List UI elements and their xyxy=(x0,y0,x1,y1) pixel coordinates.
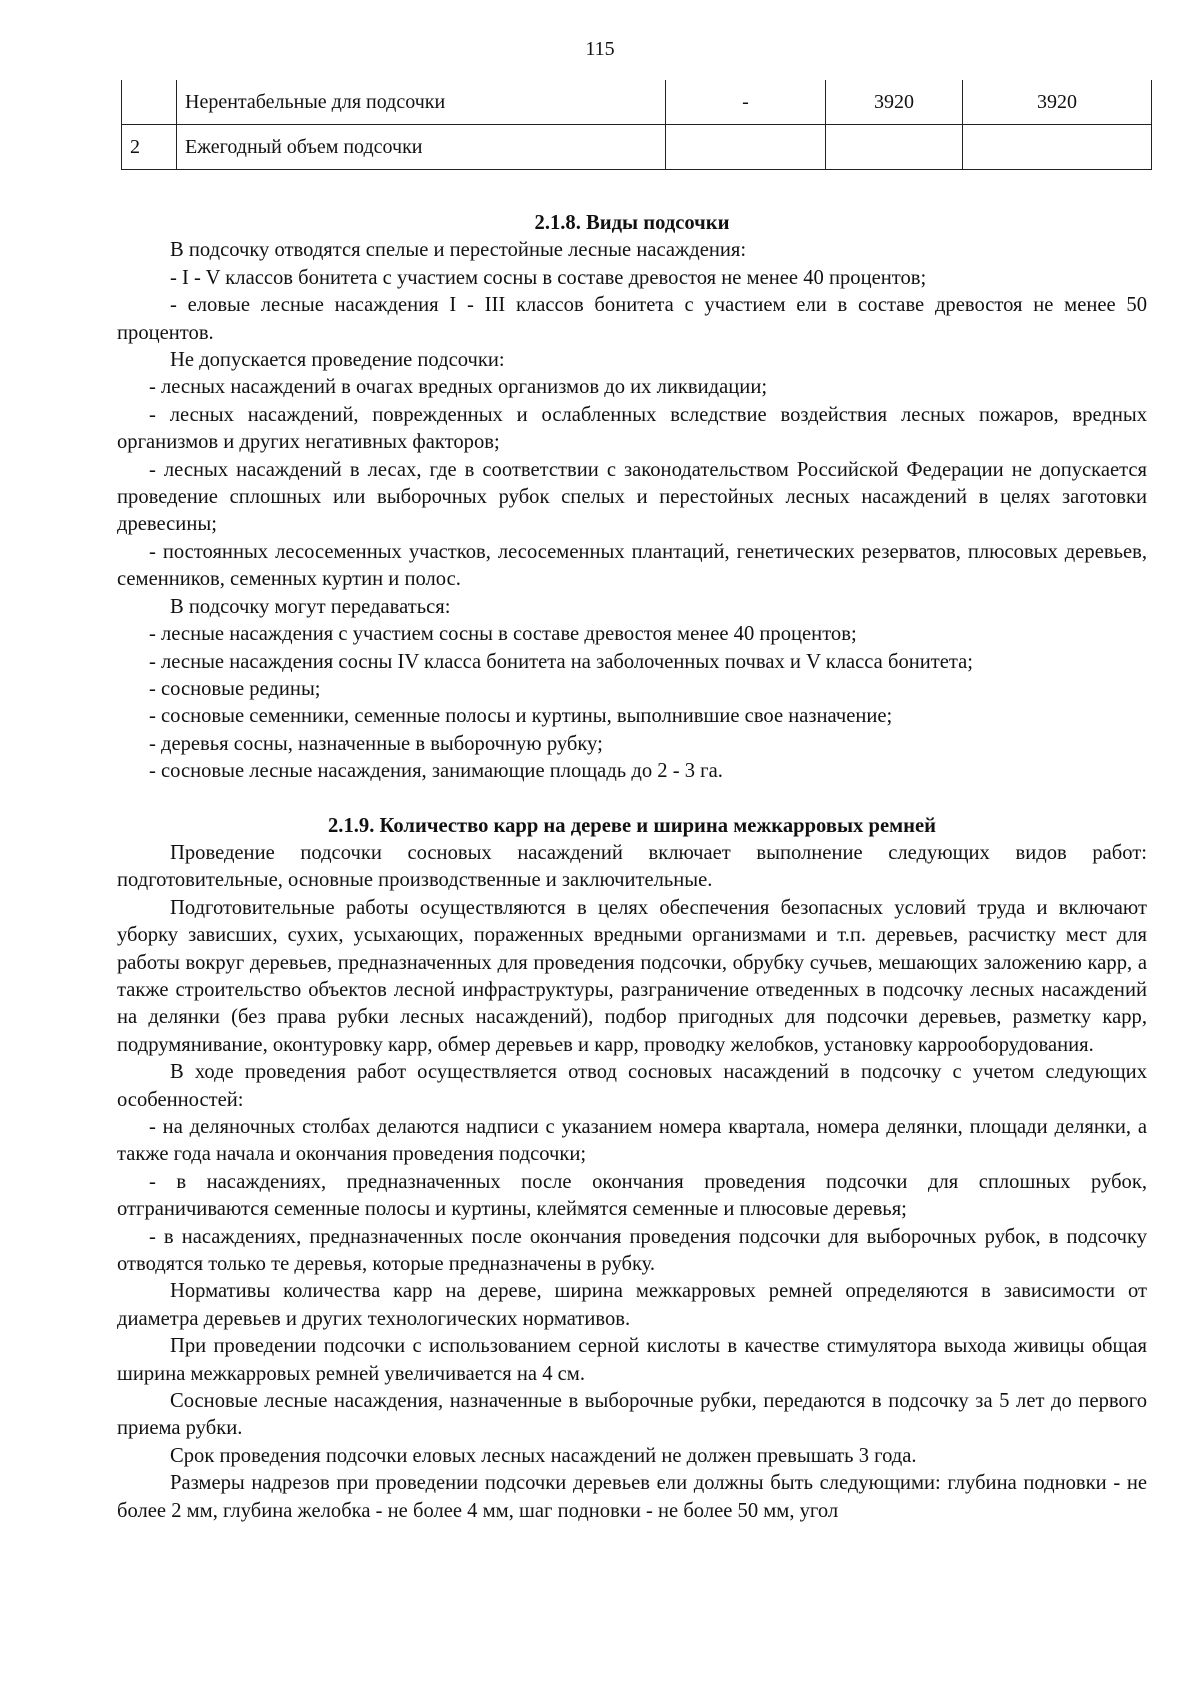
table-cell-name: Нерентабельные для подсочки xyxy=(177,80,666,125)
paragraph: Подготовительные работы осуществляются в целях обеспечения безопасных условий труда и включают уборку зависших, сухих, усыхающих, пораженных вредными организмами и т.п. деревьев, расчистку мест для работы вокруг деревьев, предназначенных для проведения подсочки, обрубку сучьев, мешающих заложению карр, а также строительство объектов лесной инфраструктуры, разграничение отведенных в подсочку лесных насаждений на делянки (без права рубки лесных насаждений), подбор пригодных для подсочки деревьев, разметку карр, подрумянивание, оконтуровку карр, обмер деревьев и карр, проводку желобков, установку каррооборудования. xyxy=(117,896,1147,1056)
list-item: - постоянных лесосеменных участков, лесосеменных плантаций, генетических резерватов, плюсовых деревьев, семенников, семенных куртин и полос. xyxy=(117,540,1147,591)
page-number: 115 xyxy=(585,38,615,60)
table-cell-value xyxy=(963,125,1152,170)
list-item: - лесных насаждений, поврежденных и ослабленных вследствие воздействия лесных пожаров, вредных организмов и других негативных факторов; xyxy=(117,403,1147,454)
paragraph: При проведении подсочки с использованием серной кислоты в качестве стимулятора выхода живицы общая ширина межкарровых ремней увеличивается на 4 см. xyxy=(117,1335,1147,1385)
document-body xyxy=(117,210,1147,1525)
section-heading: 2.1.9. Количество карр на дереве и ширина межкарровых ремней xyxy=(328,814,936,837)
paragraph: Проведение подсочки сосновых насаждений включает выполнение следующих видов работ: подготовительные, основные производственные и заключительные. xyxy=(117,841,1147,892)
list-item: - сосновые семенники, семенные полосы и куртины, выполнившие свое назначение; xyxy=(149,705,893,728)
paragraph: В подсочку могут передаваться: xyxy=(170,595,451,618)
list-item: - лесные насаждения с участием сосны в составе древостоя менее 40 процентов; xyxy=(149,623,857,646)
paragraph: В ходе проведения работ осуществляется отвод сосновых насаждений в подсочку с учетом следующих особенностей: xyxy=(117,1061,1147,1111)
data-table xyxy=(121,80,1152,170)
paragraph: Нормативы количества карр на дереве, ширина межкарровых ремней определяются в зависимости от диаметра деревьев и других технологических нормативов. xyxy=(117,1280,1147,1330)
list-item: - лесных насаждений в лесах, где в соответствии с законодательством Российской Федерации не допускается проведение сплошных или выборочных рубок спелых и перестойных лесных насаждений в целях заготовки древесины; xyxy=(117,458,1147,536)
section-body xyxy=(117,840,1147,1525)
paragraph: Размеры надрезов при проведении подсочки деревьев ели должны быть следующими: глубина подновки - не более 2 мм, глубина желобка - не более 4 мм, шаг подновки - не более 50 мм, угол xyxy=(117,1472,1147,1522)
table-cell-num: 2 xyxy=(122,125,177,170)
table-cell-name: Ежегодный объем подсочки xyxy=(177,125,666,170)
section-heading: 2.1.8. Виды подсочки xyxy=(534,212,730,234)
list-item: - лесных насаждений в очагах вредных организмов до их ликвидации; xyxy=(149,376,768,399)
table-cell-value: - xyxy=(666,80,826,125)
table-cell-value: 3920 xyxy=(826,80,963,125)
paragraph: В подсочку отводятся спелые и перестойные лесные насаждения: xyxy=(170,239,747,262)
paragraph: Не допускается проведение подсочки: xyxy=(170,349,505,372)
paragraph: Срок проведения подсочки еловых лесных насаждений не должен превышать 3 года. xyxy=(170,1444,917,1467)
list-item: - деревья сосны, назначенные в выборочную рубку; xyxy=(149,732,603,755)
list-item: - в насаждениях, предназначенных после окончания проведения подсочки для выборочных рубок, в подсочку отводятся только те деревья, которые предназначены в рубку. xyxy=(117,1225,1147,1276)
table-row xyxy=(122,125,1152,170)
table-cell-value xyxy=(666,125,826,170)
table-cell-value: 3920 xyxy=(963,80,1152,125)
table-cell-value xyxy=(826,125,963,170)
table-cell-num xyxy=(122,80,177,125)
list-item: - на деляночных столбах делаются надписи с указанием номера квартала, номера делянки, площади делянки, а также года начала и окончания проведения подсочки; xyxy=(117,1116,1147,1166)
list-item: - сосновые лесные насаждения, занимающие площадь до 2 - 3 га. xyxy=(149,760,723,783)
paragraph: Сосновые лесные насаждения, назначенные в выборочные рубки, передаются в подсочку за 5 лет до первого приема рубки. xyxy=(117,1390,1147,1440)
paragraph: - еловые лесные насаждения I - III классов бонитета с участием ели в составе древостоя не менее 50 процентов. xyxy=(117,294,1147,344)
section-body xyxy=(117,237,1147,785)
paragraph: - I - V классов бонитета с участием сосны в составе древостоя не менее 40 процентов; xyxy=(170,266,927,289)
table-row xyxy=(122,80,1152,125)
list-item: - лесные насаждения сосны IV класса бонитета на заболоченных почвах и V класса бонитета; xyxy=(149,650,974,673)
list-item: - сосновые редины; xyxy=(149,677,321,700)
list-item: - в насаждениях, предназначенных после окончания проведения подсочки для сплошных рубок, отграничиваются семенные полосы и куртины, клеймятся семенные и плюсовые деревья; xyxy=(117,1170,1147,1221)
